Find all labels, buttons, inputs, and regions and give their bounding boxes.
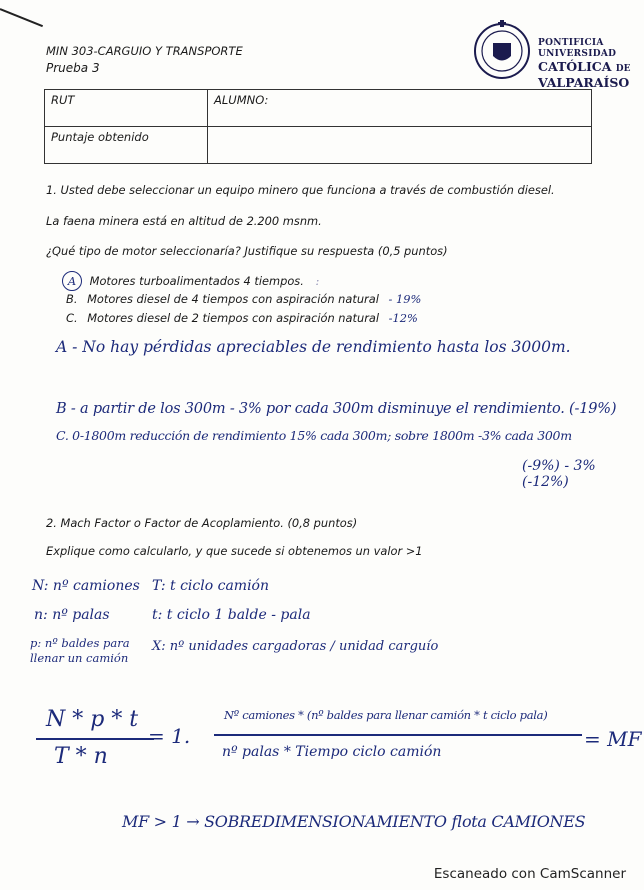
q1-answer-c-result: (-9%) - 3% (-12%) bbox=[522, 458, 596, 490]
q1-option-b: B. Motores diesel de 4 tiempos con aspiración natural - 19% bbox=[66, 292, 422, 306]
rut-label: RUT bbox=[45, 90, 208, 127]
formula-left-fraction-bar bbox=[36, 738, 154, 740]
alumno-label: ALUMNO: bbox=[208, 90, 592, 127]
q1-answer-b: B - a partir de los 300m - 3% por cada 300m disminuye el rendimiento. (-19%) bbox=[56, 401, 617, 417]
q1-context: La faena minera está en altitud de 2.200 msnm. bbox=[46, 214, 322, 228]
scan-mark bbox=[0, 8, 43, 27]
q2-title: 2. Mach Factor o Factor de Acoplamiento. (0,8 puntos) bbox=[46, 516, 358, 530]
formula-right-fraction-bar bbox=[214, 734, 582, 736]
q2-conclusion: MF > 1 → SOBREDIMENSIONAMIENTO flota CAMIONES bbox=[122, 812, 586, 831]
q1-answer-a: A - No hay pérdidas apreciables de rendimiento hasta los 3000m. bbox=[56, 338, 571, 356]
formula-right-equals: = MF bbox=[584, 727, 642, 751]
q2-prompt: Explique como calcularlo, y que sucede si obtenemos un valor >1 bbox=[46, 544, 423, 558]
def-X: X: nº unidades cargadoras / unidad carguío bbox=[152, 639, 439, 654]
def-T: T: t ciclo camión bbox=[152, 578, 269, 594]
university-name: PONTIFICIA UNIVERSIDAD CATÓLICA DE VALPARAÍSO bbox=[538, 38, 631, 90]
student-info-table bbox=[44, 89, 592, 164]
def-p: p: nº baldes para llenar un camión bbox=[30, 636, 130, 665]
formula-left-denominator: T * n bbox=[54, 744, 108, 769]
q1-title: 1. Usted debe seleccionar un equipo minero que funciona a través de combustión diesel. bbox=[46, 183, 555, 197]
q1-option-a: A Motores turboalimentados 4 tiempos. : bbox=[62, 271, 319, 291]
course-title: MIN 303-CARGUIO Y TRANSPORTE bbox=[46, 44, 243, 58]
formula-right-numerator: Nº camiones * (nº baldes para llenar camión * t ciclo pala) bbox=[224, 708, 548, 722]
q1-answer-c: C. 0-1800m reducción de rendimiento 15% cada 300m; sobre 1800m -3% cada 300m bbox=[56, 428, 572, 443]
formula-right-denominator: nº palas * Tiempo ciclo camión bbox=[222, 744, 442, 760]
formula-left-numerator: N * p * t bbox=[46, 707, 139, 732]
formula-left-equals: = 1. bbox=[148, 724, 191, 748]
score-label: Puntaje obtenido bbox=[45, 127, 208, 164]
def-t: t: t ciclo 1 balde - pala bbox=[152, 607, 311, 623]
option-a-circled: A bbox=[62, 271, 82, 291]
def-N: N: nº camiones bbox=[32, 578, 140, 594]
scanner-watermark: Escaneado con CamScanner bbox=[433, 866, 626, 882]
university-seal-icon bbox=[473, 18, 531, 84]
score-value bbox=[208, 127, 592, 164]
exam-title: Prueba 3 bbox=[46, 61, 100, 75]
def-n: n: nº palas bbox=[34, 607, 110, 623]
q1-prompt: ¿Qué tipo de motor seleccionaría? Justifique su respuesta (0,5 puntos) bbox=[46, 244, 448, 258]
q1-option-c: C. Motores diesel de 2 tiempos con aspiración natural -12% bbox=[66, 311, 418, 325]
